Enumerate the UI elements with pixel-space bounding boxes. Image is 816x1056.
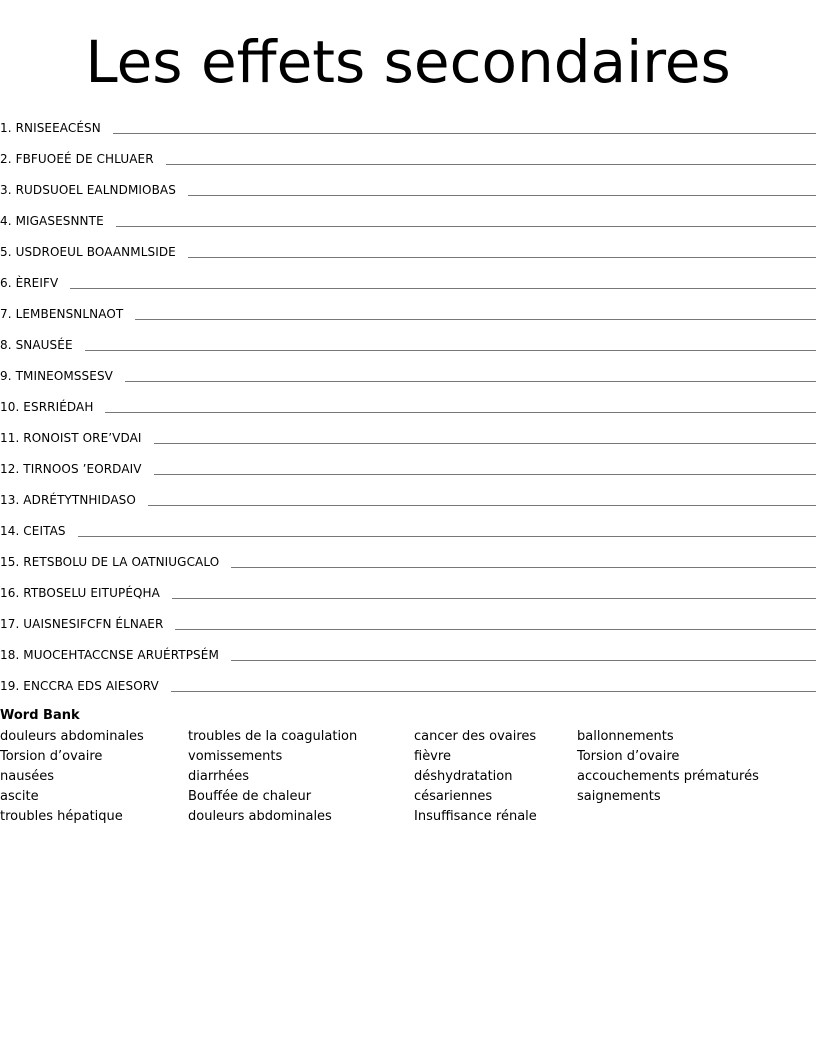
- question-label: 5. USDROEUL BOAANMLSIDE: [0, 245, 176, 259]
- answer-line[interactable]: [188, 195, 816, 196]
- question-row: [0, 168, 816, 199]
- question-label: 11. RONOIST ORE’VDAI: [0, 431, 142, 445]
- word-bank-heading: Word Bank: [0, 708, 80, 723]
- question-label: 3. RUDSUOEL EALNDMIOBAS: [0, 183, 176, 197]
- answer-line[interactable]: [113, 133, 816, 134]
- word-bank-item: Torsion d’ovaire: [0, 749, 103, 764]
- word-bank-item: Insuffisance rénale: [414, 809, 537, 824]
- answer-line[interactable]: [85, 350, 816, 351]
- question-row: [0, 416, 816, 447]
- word-bank-column-4: [577, 728, 759, 808]
- answer-line[interactable]: [135, 319, 816, 320]
- answer-line[interactable]: [175, 629, 816, 630]
- question-row: [0, 199, 816, 230]
- question-row: [0, 447, 816, 478]
- question-row: [0, 354, 816, 385]
- question-label: 7. LEMBENSNLNAOT: [0, 307, 124, 321]
- answer-line[interactable]: [231, 567, 816, 568]
- question-row: [0, 633, 816, 664]
- question-row: [0, 509, 816, 540]
- word-bank-item: douleurs abdominales: [0, 729, 144, 744]
- word-bank-item: troubles de la coagulation: [188, 729, 358, 744]
- scramble-question-list: [0, 106, 816, 695]
- word-bank-item: accouchements prématurés: [577, 769, 759, 784]
- word-bank-item: ascite: [0, 789, 39, 804]
- answer-line[interactable]: [78, 536, 816, 537]
- question-label: 1. RNISEEACÉSN: [0, 121, 101, 135]
- question-label: 15. RETSBOLU DE LA OATNIUGCALO: [0, 555, 220, 569]
- word-bank-column-2: [188, 728, 357, 828]
- word-bank-item: nausées: [0, 769, 54, 784]
- word-bank-item: Torsion d’ovaire: [577, 749, 680, 764]
- answer-line[interactable]: [105, 412, 816, 413]
- question-row: [0, 664, 816, 695]
- word-bank-column-3: [414, 728, 537, 828]
- question-label: 16. RTBOSELU EITUPÉQHA: [0, 586, 160, 600]
- question-row: [0, 261, 816, 292]
- answer-line[interactable]: [172, 598, 816, 599]
- question-label: 9. TMINEOMSSESV: [0, 369, 113, 383]
- word-bank-item: cancer des ovaires: [414, 729, 537, 744]
- question-label: 12. TIRNOOS ’EORDAIV: [0, 462, 142, 476]
- word-bank-item: diarrhées: [188, 769, 250, 784]
- word-bank-item: déshydratation: [414, 769, 513, 784]
- question-row: [0, 106, 816, 137]
- question-row: [0, 478, 816, 509]
- word-bank-item: ballonnements: [577, 729, 674, 744]
- question-row: [0, 571, 816, 602]
- word-bank-item: troubles hépatique: [0, 809, 123, 824]
- question-row: [0, 292, 816, 323]
- question-label: 4. MIGASESNNTE: [0, 214, 104, 228]
- question-row: [0, 602, 816, 633]
- page-title: Les effets secondaires: [85, 28, 731, 96]
- word-bank-column-1: [0, 728, 144, 828]
- answer-line[interactable]: [125, 381, 816, 382]
- question-label: 8. SNAUSÉE: [0, 338, 73, 352]
- question-label: 17. UAISNESIFCFN ÉLNAER: [0, 617, 164, 631]
- question-row: [0, 540, 816, 571]
- question-label: 13. ADRÉTYTNHIDASO: [0, 493, 136, 507]
- word-bank-item: saignements: [577, 789, 661, 804]
- answer-line[interactable]: [148, 505, 816, 506]
- answer-line[interactable]: [166, 164, 816, 165]
- question-row: [0, 385, 816, 416]
- question-row: [0, 230, 816, 261]
- answer-line[interactable]: [154, 474, 816, 475]
- answer-line[interactable]: [188, 257, 816, 258]
- question-label: 19. ENCCRA EDS AIESORV: [0, 679, 159, 693]
- question-label: 2. FBFUOEÉ DE CHLUAER: [0, 152, 154, 166]
- answer-line[interactable]: [171, 691, 816, 692]
- word-bank-item: douleurs abdominales: [188, 809, 332, 824]
- answer-line[interactable]: [231, 660, 816, 661]
- question-label: 6. ÈREIFV: [0, 276, 59, 290]
- word-bank-item: césariennes: [414, 789, 493, 804]
- question-row: [0, 323, 816, 354]
- answer-line[interactable]: [70, 288, 816, 289]
- question-label: 18. MUOCEHTACCNSE ARUÉRTPSÉM: [0, 648, 219, 662]
- answer-line[interactable]: [154, 443, 816, 444]
- question-row: [0, 137, 816, 168]
- word-bank-item: Bouffée de chaleur: [188, 789, 312, 804]
- question-label: 14. CEITAS: [0, 524, 66, 538]
- answer-line[interactable]: [116, 226, 816, 227]
- question-label: 10. ESRRIÉDAH: [0, 400, 94, 414]
- word-bank-item: vomissements: [188, 749, 283, 764]
- word-bank-item: fièvre: [414, 749, 451, 764]
